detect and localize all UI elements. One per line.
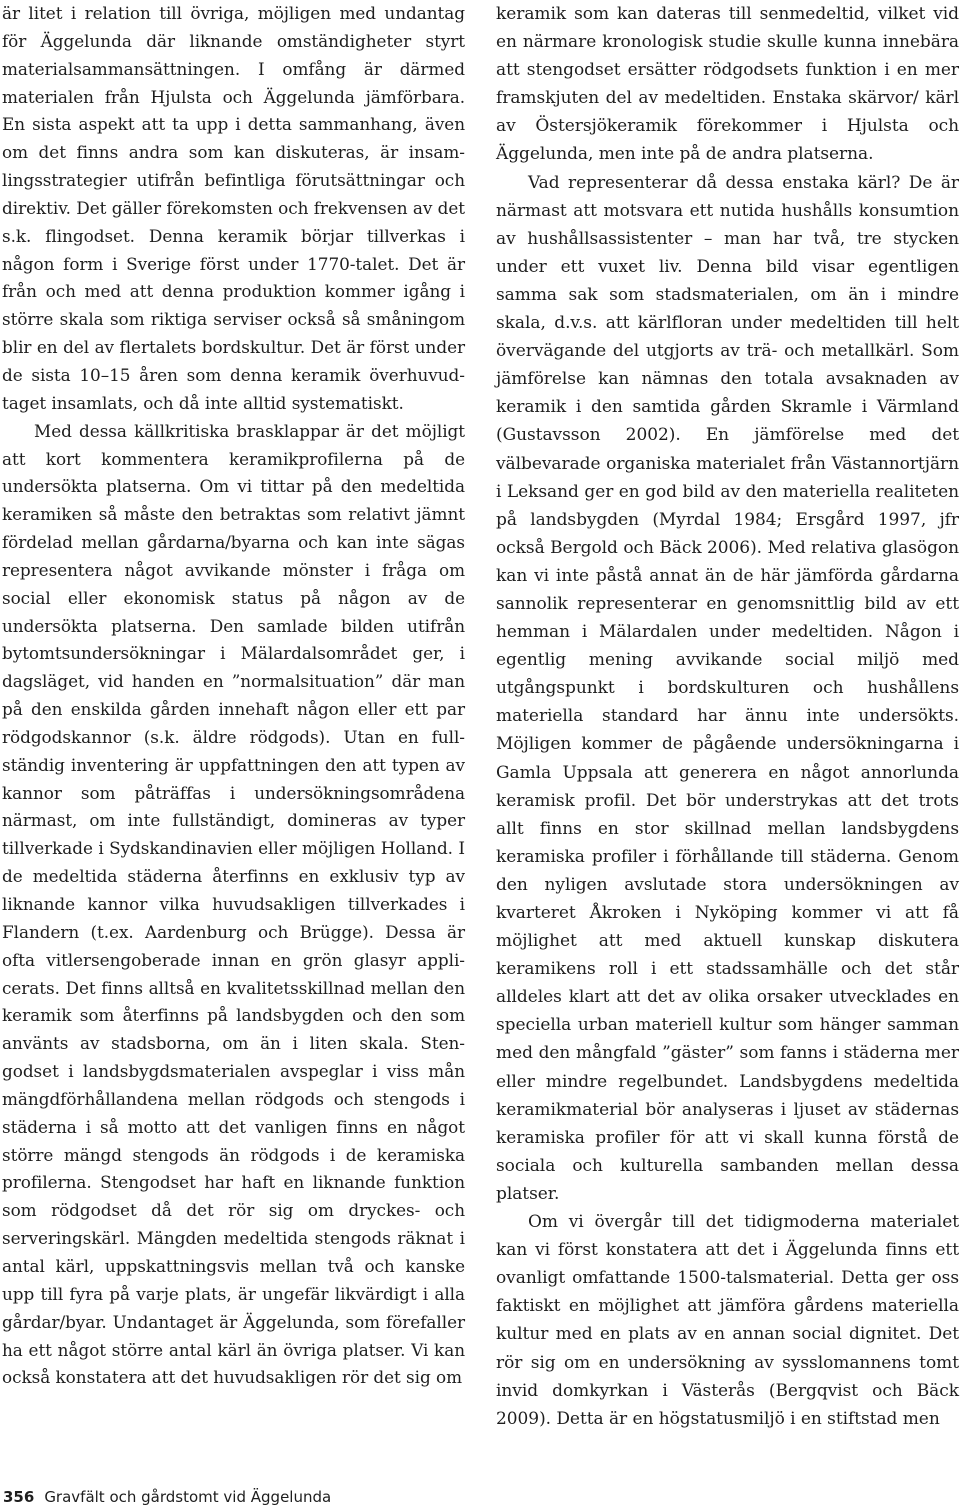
paragraph: keramik som kan dateras till senmedeltid, vilket vid en närmare kronologisk studie skulle kunna innebära att stengodset ersätter rödgodsets funktion i en mer framskjuten del av medeltiden. Enstaka skärvor/ kärl av Östersjökeramik förekommer i Hjulsta och Äggelunda, men inte på de andra platserna. bbox=[496, 4, 959, 165]
paragraph: Om vi övergår till det tidigmoderna materialet kan vi först konstatera att det i Äggelunda finns ett ovanligt omfattande 1500-talsmaterial. Detta ger oss faktiskt en möjlighet att jämföra gårdens materiella kultur med en plats av en annan social dignitet. Det rör sig om en undersökning av sysslomannens tomt invid domkyrkan i Västerås (Bergqvist och Bäck 2009). Detta är en högstatusmiljö i en stiftstad men bbox=[496, 1212, 959, 1429]
left-text-column bbox=[2, 0, 465, 1392]
paragraph: är litet i relation till övriga, möjligen med undantag för Äggelunda där liknande omständigheter styrt materialsammansättningen. I omfång är därmed materialen från Hjulsta och Äggelunda jämförbara. En sista aspekt att ta upp i detta sammanhang, även om det finns andra som kan diskuteras, är insamlingsstrategier utifrån befintliga förutsättningar och direktiv. Det gäller förekomsten och frekvensen av det s.k. flingodset. Denna keramik börjar tillverkas i någon form i Sverige först under 1770-talet. Det är från och med att denna produktion kommer igång i större skala som riktiga serviser också så småningom blir en del av flertalets bordskultur. Det är först under de sista 10–15 åren som denna keramik överhuvudtaget insamlats, och då inte alltid systematiskt. bbox=[2, 3, 465, 413]
running-title: Gravfält och gårdstomt vid Äggelunda bbox=[44, 1488, 332, 1506]
right-text-column bbox=[496, 0, 959, 1433]
paragraph: Med dessa källkritiska brasklappar är det möjligt att kort kommentera keramikprofilerna på de undersökta platserna. Om vi tittar på den medeltida keramiken så måste den betraktas som relativt jämnt fördelad mellan gårdarna/byarna och kan inte sägas representera något avvikande mönster i fråga om social eller ekonomisk status på någon av de undersökta platserna. Den samlade bilden utifrån bytomtsundersökningar i Mälardalsområdet ger, i dagsläget, vid handen en ”normalsituation” där man på den enskilda gården innehaft någon eller ett par rödgodskannor (s.k. äldre rödgods). Utan en fullständig inventering är uppfattningen den att typen av kannor som påträffas i undersökningsområdena närmast, om inte fullständigt, domineras av typer tillverkade i Sydskandinavien eller möjligen Holland. I de medeltida städerna återfinns en exklusiv typ av liknande kannor vilka huvudsakligen tillverkades i Flandern (t.ex. Aardenburg och Brügge). Dessa är ofta vitlersengoberade innan en grön glasyr applicerats. Det finns alltså en kvalitetsskillnad mellan den keramik som återfinns på landsbygden och den som använts av stadsborna, om än i liten skala. Stengodset i landsbygdsmaterialen avspeglar i viss mån mängdförhållandena mellan rödgods och stengods i städerna i så motto att det vanligen finns en något större mängd stengods än rödgods i de keramiska profilerna. Stengodset har haft en liknande funktion som rödgodset då det rör sig om dryckes- och serveringskärl. Mängden medeltida stengods räknat i antal kärl, uppskattningsvis mellan två och kanske upp till fyra på varje plats, är ungefär likvärdigt i alla gårdar/byar. Undantaget är Äggelunda, som förefaller ha ett något större antal kärl än övriga platser. Vi kan också konstatera att det huvudsakligen rör det sig om bbox=[2, 420, 465, 1388]
page-number: 356 bbox=[3, 1488, 35, 1506]
paragraph: Vad representerar då dessa enstaka kärl? De är närmast att motsvara ett nutida hushålls konsumtion av hushållsassistenter – man har två, tre stycken under ett vuxet liv. Denna bild visar egentligen samma sak som stadsmaterialen, om än i mindre skala, d.v.s. att kärlfloran under medeltiden till helt övervägande del utgjorts av trä- och metallkärl. Som jämförelse kan nämnas den totala avsaknaden av keramik i den samtida gården Skramle i Värmland (Gustavsson 2002). En jämförelse med det välbevarade organiska materialet från Västannortjärn i Leksand ger en god bild av den materiella realiteten på landsbygden (Myrdal 1984; Ersgård 1997, jfr också Bergold och Bäck 2006). Med relativa glasögon kan vi inte påstå annat än de här jämförda gårdarna sannolik representerar en genomsnittlig bild av ett hemman i Mälardalen under medeltiden. Någon i egentlig mening avvikande social miljö med utgångspunkt i bordskulturen och hushållens materiella standard har ännu inte undersökts. Möjligen kommer de pågående undersökningarna i Gamla Uppsala att generera en något annorlunda keramisk profil. Det bör understrykas att det trots allt finns en stor skillnad mellan landsbygdens keramiska profiler i förhållande till städerna. Genom den nyligen avslutade stora undersökningen av kvarteret Åkroken i Nyköping kommer vi att få möjlighet att med aktuell kunskap diskutera keramikens roll i ett stadssamhälle och det står alldeles klart att det av olika orsaker utvecklades en speciella urban materiell kultur som hänger samman med den mångfald ”gäster” som fanns i städerna mer eller mindre regelbundet. Landsbygdens medeltida keramikmaterial bör analyseras i ljuset av städernas keramiska profiler för att vi skall kunna förstå de sociala och kulturella sambanden mellan dessa platser. bbox=[496, 172, 959, 1204]
page-footer bbox=[3, 1488, 331, 1506]
